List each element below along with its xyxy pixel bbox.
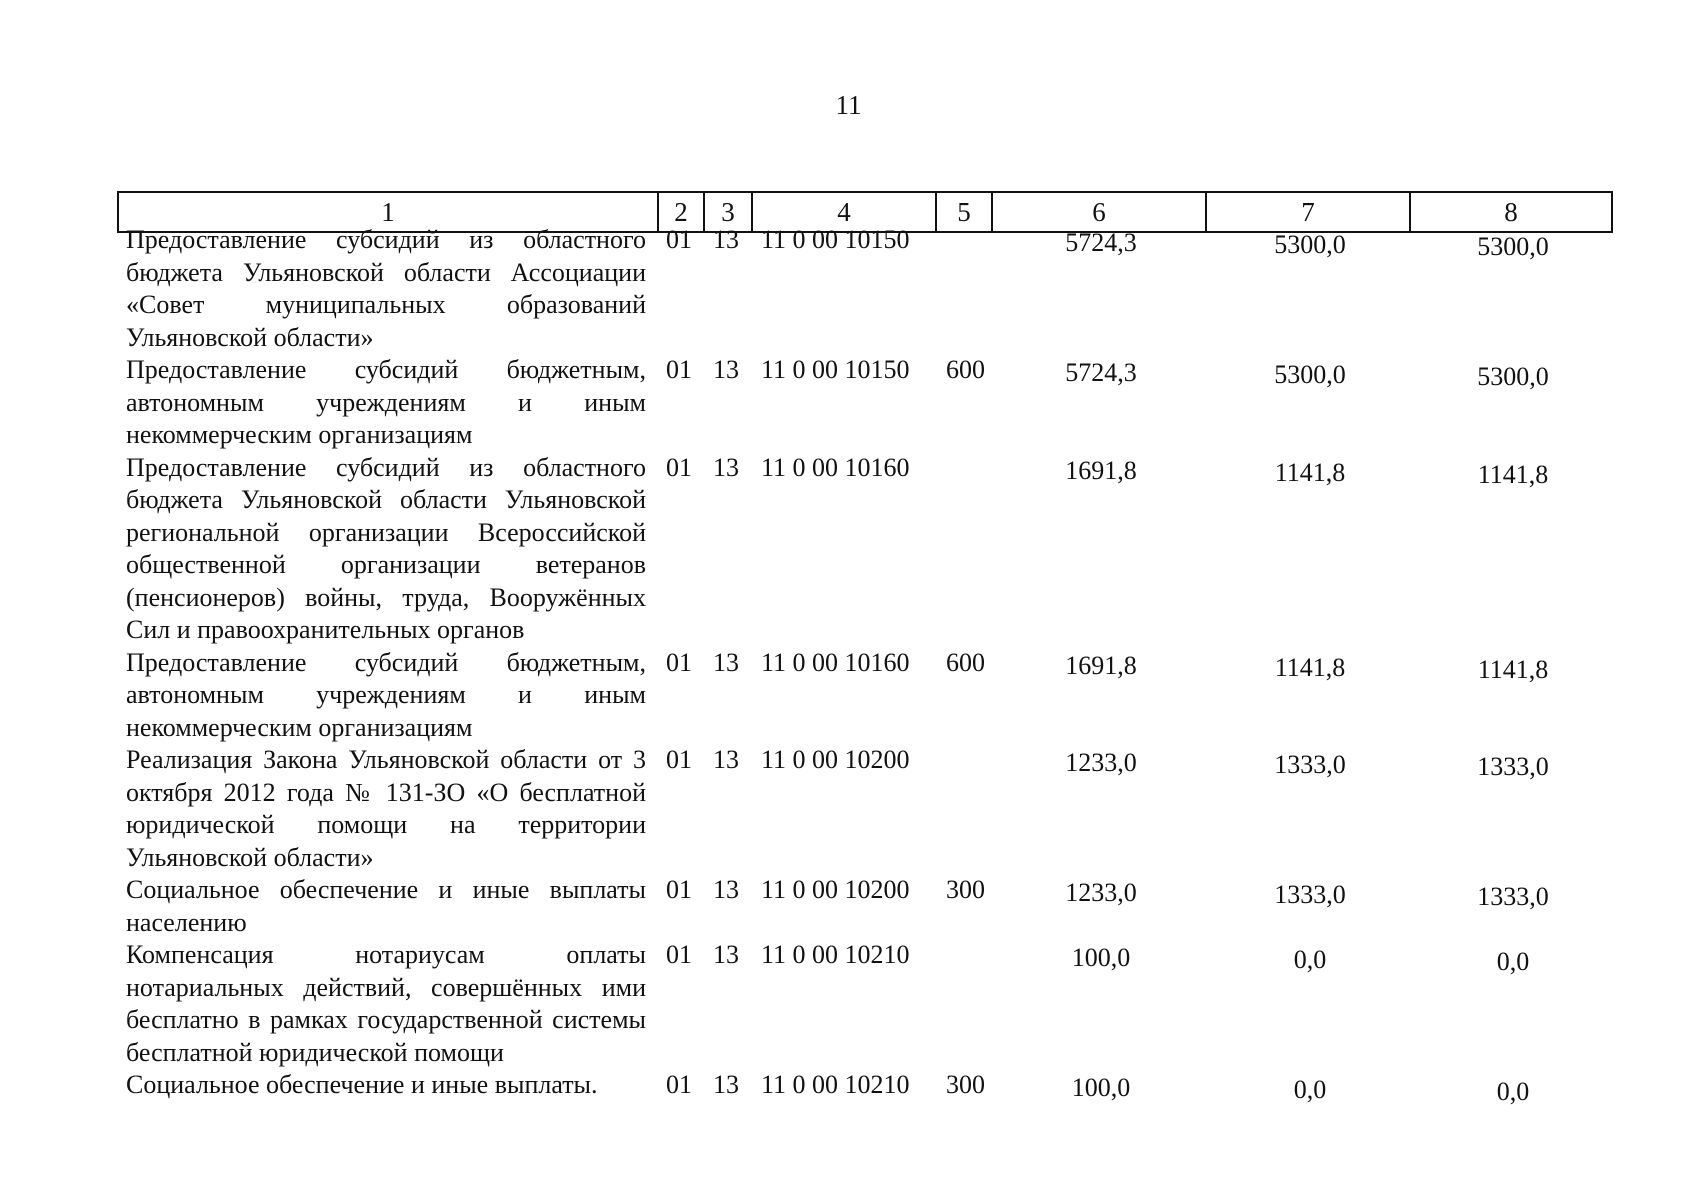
row-col-2: 01 — [666, 1070, 692, 1099]
row-description: Предоставление субсидий из областного бюджета Ульяновской области Ассоциации «Совет муниципальных образований Ульяновской области» — [126, 225, 646, 352]
header-col-8: 8 — [1504, 197, 1518, 227]
row-col-8: 5300,0 — [1477, 362, 1549, 391]
header-col-3: 3 — [705, 193, 753, 231]
row-description: Реализация Закона Ульяновской области от 3 октября 2012 года № 131-ЗО «О бесплатной юридической помощи на территории Ульяновской области» — [126, 745, 646, 872]
row-col-3: 13 — [713, 745, 739, 774]
row-col-6: 1691,8 — [1065, 650, 1137, 680]
row-col-4: 11 0 00 10150 — [761, 355, 910, 384]
row-col-3: 13 — [713, 940, 739, 969]
header-col-5: 5 — [937, 193, 993, 231]
table-row — [0, 224, 1697, 354]
row-col-8: 1333,0 — [1477, 752, 1549, 781]
row-col-3: 13 — [713, 225, 739, 254]
table-row — [0, 647, 1697, 745]
row-description: Социальное обеспечение и иные выплаты населению — [126, 875, 646, 937]
row-col-2: 01 — [666, 745, 692, 774]
row-col-7: 1333,0 — [1274, 880, 1346, 909]
row-col-5: 300 — [946, 1070, 985, 1099]
row-col-8: 0,0 — [1496, 947, 1530, 976]
row-col-6: 5724,3 — [1065, 358, 1137, 387]
header-col-4: 4 — [753, 193, 937, 231]
row-col-3: 13 — [713, 875, 739, 904]
row-col-6: 1233,0 — [1065, 878, 1137, 907]
row-col-7: 1333,0 — [1274, 750, 1346, 779]
row-col-4: 11 0 00 10210 — [761, 1070, 910, 1099]
page-number: 11 — [835, 90, 862, 120]
row-col-6: 100,0 — [1071, 943, 1131, 972]
table-row — [0, 452, 1697, 647]
row-col-7: 0,0 — [1293, 945, 1327, 974]
row-col-6: 1691,8 — [1065, 455, 1137, 485]
row-col-8: 1333,0 — [1477, 882, 1549, 911]
table-row — [0, 744, 1697, 874]
row-col-6: 1233,0 — [1065, 748, 1137, 777]
row-col-3: 13 — [713, 647, 739, 677]
row-col-4: 11 0 00 10150 — [761, 225, 910, 254]
row-col-4: 11 0 00 10200 — [761, 875, 910, 904]
row-col-7: 1141,8 — [1274, 457, 1346, 487]
row-col-7: 1141,8 — [1274, 652, 1346, 682]
row-description: Социальное обеспечение и иные выплаты. — [126, 1070, 598, 1099]
header-col-7: 7 — [1207, 193, 1411, 231]
row-col-4: 11 0 00 10160 — [761, 452, 910, 482]
row-col-8: 1141,8 — [1477, 654, 1549, 684]
row-col-3: 13 — [713, 452, 739, 482]
row-description: Предоставление субсидий бюджетным, автономным учреждениям и иным некоммерческим организациям — [126, 647, 646, 742]
row-description: Предоставление субсидий бюджетным, автономным учреждениям и иным некоммерческим организациям — [126, 355, 646, 449]
row-col-2: 01 — [666, 647, 692, 677]
header-col-6: 6 — [993, 193, 1207, 231]
row-col-5: 600 — [946, 355, 985, 384]
row-description: Компенсация нотариусам оплаты нотариальных действий, совершённых ими бесплатно в рамках государственной системы бесплатной юридической помощи — [126, 940, 646, 1067]
table-row — [0, 1069, 1697, 1106]
table-row — [0, 354, 1697, 452]
row-col-7: 5300,0 — [1274, 230, 1346, 259]
row-col-7: 0,0 — [1293, 1075, 1327, 1104]
row-col-6: 5724,3 — [1065, 228, 1137, 257]
header-col-1: 1 — [119, 193, 659, 231]
row-col-4: 11 0 00 10200 — [761, 745, 910, 774]
table-row — [0, 939, 1697, 1069]
row-col-6: 100,0 — [1071, 1073, 1131, 1102]
table-row — [0, 874, 1697, 939]
table-body — [0, 224, 1697, 1106]
row-col-8: 5300,0 — [1477, 232, 1549, 261]
row-col-2: 01 — [666, 875, 692, 904]
row-col-7: 5300,0 — [1274, 360, 1346, 389]
row-col-2: 01 — [666, 940, 692, 969]
row-col-4: 11 0 00 10210 — [761, 940, 910, 969]
row-col-2: 01 — [666, 225, 692, 254]
row-col-4: 11 0 00 10160 — [761, 647, 910, 677]
row-description: Предоставление субсидий из областного бюджета Ульяновской области Ульяновской региональной организации Всероссийской общественной организации ветеранов (пенсионеров) войны, труда, Вооружённых Сил и правоохранительных органов — [126, 452, 646, 644]
row-col-5: 300 — [946, 875, 985, 904]
row-col-5: 600 — [946, 647, 985, 677]
row-col-3: 13 — [713, 1070, 739, 1099]
row-col-2: 01 — [666, 355, 692, 384]
row-col-8: 0,0 — [1496, 1077, 1530, 1106]
row-col-3: 13 — [713, 355, 739, 384]
row-col-8: 1141,8 — [1477, 459, 1549, 489]
row-col-2: 01 — [666, 452, 692, 482]
header-col-2: 2 — [659, 193, 705, 231]
